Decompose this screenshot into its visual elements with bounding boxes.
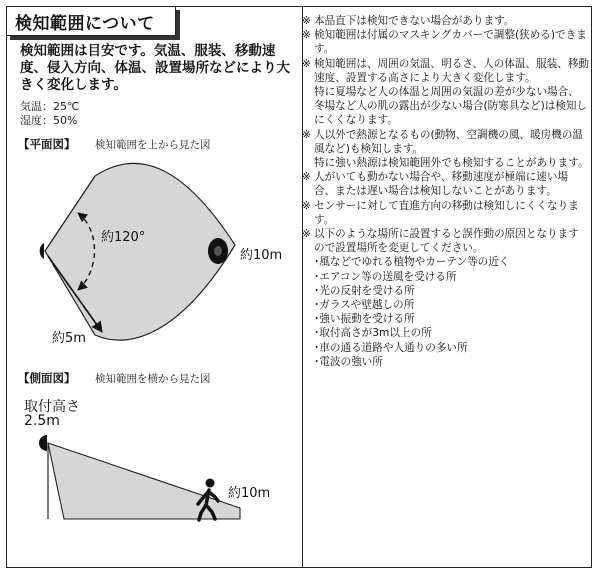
side-sensor-icon	[39, 435, 47, 451]
note-text: センサーに対して直進方向の移動は検知しにくくなります。	[314, 199, 579, 226]
note-text: 検知範囲は、周囲の気温、明るさ、人の体温、服装、移動速度、設置する高さにより大きく変化します。	[314, 57, 590, 84]
note-marker: ※	[302, 29, 311, 42]
mount-height-value: 2.5m	[24, 413, 60, 429]
plan-distance-label: 約10m	[240, 248, 283, 263]
place-item: ･車の通る道路や人通りの多い所	[314, 341, 468, 354]
side-view-label: 【側面図】	[18, 371, 76, 385]
note-marker: ※	[302, 171, 311, 184]
note-item	[302, 199, 589, 227]
place-item: ･強い振動を受ける所	[314, 313, 415, 326]
notes-list	[302, 14, 590, 369]
side-distance-label: 約10m	[228, 486, 271, 501]
place-item: ･光の反射を受ける所	[314, 284, 415, 297]
plan-view-description: 検知範囲を上から見た図	[95, 139, 211, 151]
mount-height-label: 取付高さ	[24, 399, 80, 415]
note-item	[302, 28, 589, 56]
humidity-text: 湿度：50%	[20, 114, 78, 127]
plan-side-label: 約5m	[52, 331, 86, 346]
plan-view-label: 【平面図】	[18, 137, 76, 151]
plan-angle-label: 約120°	[101, 230, 146, 245]
note-marker: ※	[302, 15, 311, 27]
note-text: 本品直下は検知できない場合があります。	[314, 15, 515, 27]
note-text: 人がいても動かない場合や、移動速度が極端に速い場合、または遅い場合は検知しないことがあります。	[314, 171, 569, 198]
note-marker: ※	[302, 57, 311, 70]
note-item	[302, 14, 589, 28]
note-item	[302, 170, 589, 198]
note-text: 人以外で熱源となるもの(動物、空調機の風、暖房機の温風など)も検知します。	[314, 128, 583, 155]
note-subtext: 特に強い熱源は検知範囲外でも検知することがあります。	[314, 157, 589, 170]
note-item	[302, 57, 590, 85]
headline-text: 検知範囲は目安です。気温、服装、移動速度、侵入方向、体温、設置場所などにより大きく変化します。	[20, 43, 290, 93]
place-item: ･エアコン等の送風を受ける所	[314, 270, 457, 283]
note-marker: ※	[302, 199, 311, 212]
note-marker: ※	[302, 128, 311, 141]
place-item: ･取付高さが3m以上の所	[314, 327, 432, 340]
place-item: ･ガラスや壁越しの所	[314, 299, 415, 312]
section-title-text: 検知範囲について	[15, 13, 155, 34]
note-item	[302, 227, 589, 255]
side-view-description: 検知範囲を横から見た図	[95, 373, 211, 385]
note-marker: ※	[302, 228, 311, 241]
note-text: 検知範囲は付属のマスキングカバーで調整(狭める)できます。	[314, 29, 587, 56]
place-item: ･電波の強い所	[314, 355, 383, 368]
note-subtext: 特に夏場など人の体温と周囲の気温の差が少ない場合、冬場など人の肌の露出が少ない場合(防寒具など)は検知しにくくなります。	[314, 86, 588, 127]
note-item	[302, 128, 589, 156]
note-text: 以下のような場所に設置すると誤作動の原因となりますので設置場所を変更してください。	[314, 228, 579, 255]
temperature-text: 気温：25℃	[20, 100, 80, 113]
place-item: ･風などでゆれる植物やカーテン等の近く	[314, 256, 510, 269]
